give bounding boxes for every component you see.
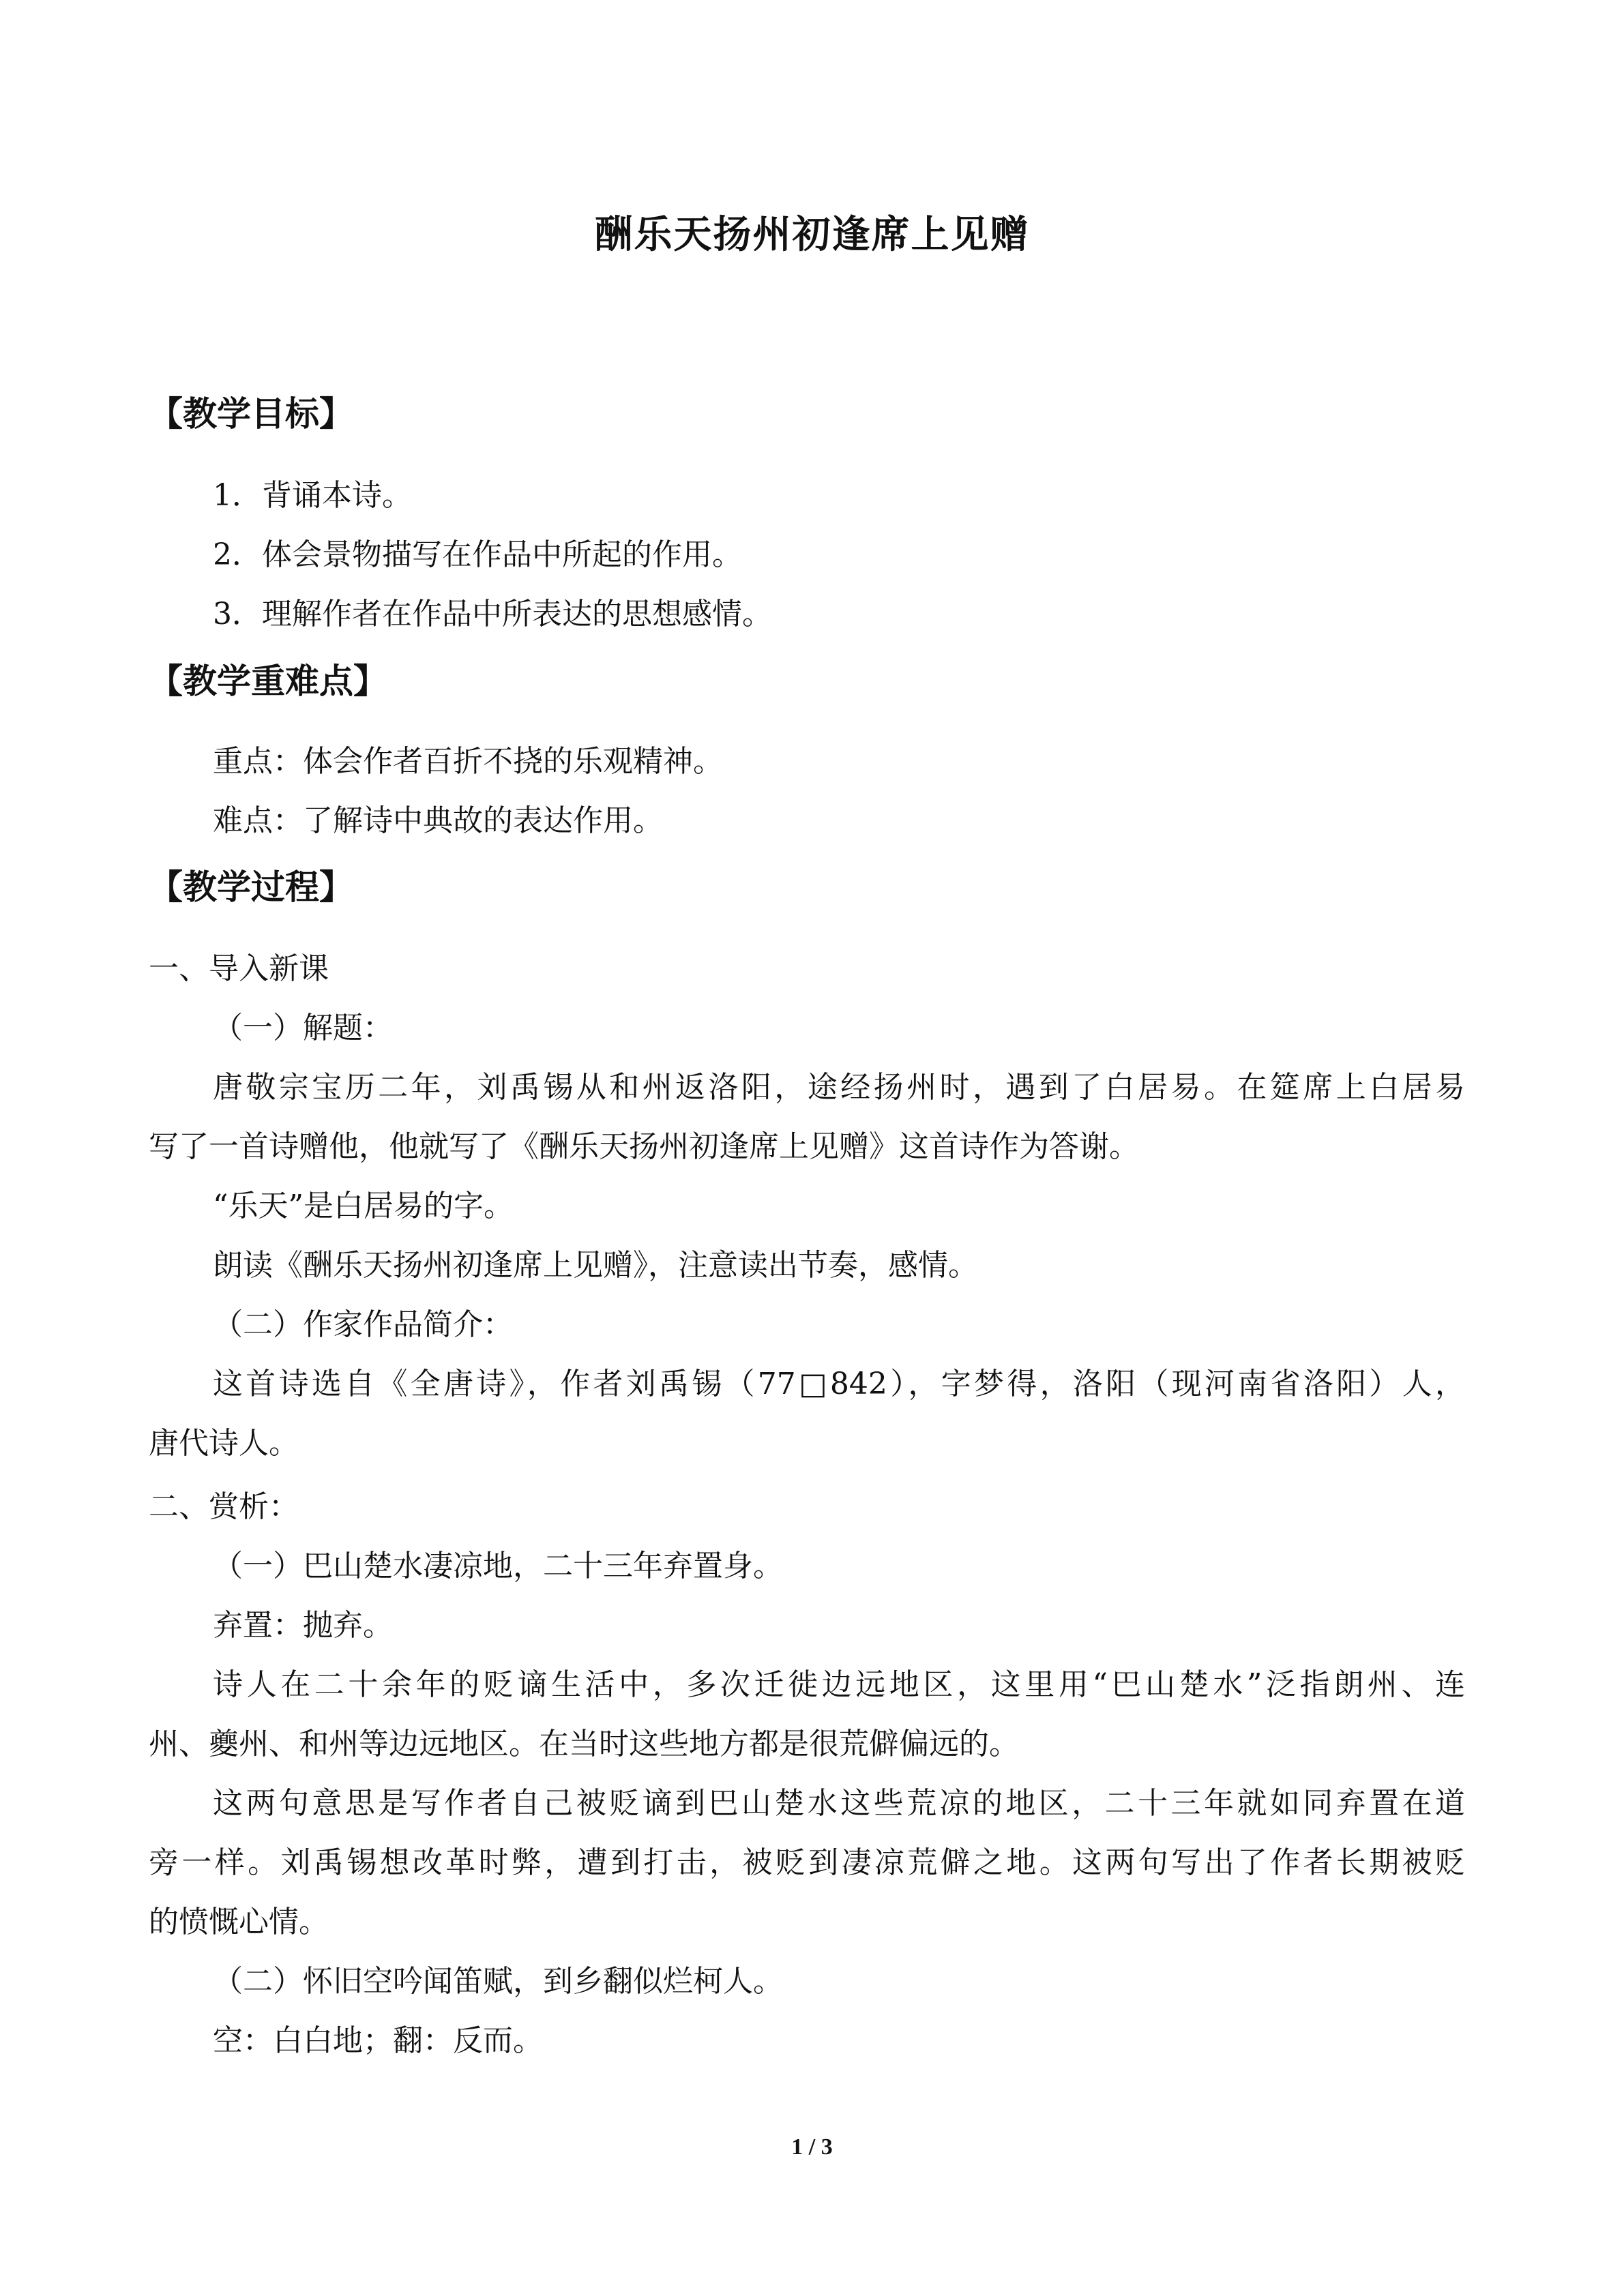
difficult-point-text: 难点：了解诗中典故的表达作用。 xyxy=(213,803,663,838)
objective-item: 3．理解作者在作品中所表达的思想感情。 xyxy=(213,597,772,631)
objectives-heading: 【教学目标】 xyxy=(149,394,353,434)
paragraph-line: 的愤慨心情。 xyxy=(149,1905,329,1939)
paragraph-line: 诗人在二十余年的贬谪生活中，多次迁徙边远地区，这里用“巴山楚水”泛指朗州、连 xyxy=(213,1667,1465,1702)
part2-title: 二、赏析： xyxy=(149,1489,299,1524)
page-number: 1 / 3 xyxy=(791,2134,833,2160)
process-heading: 【教学过程】 xyxy=(149,867,353,907)
paragraph-line: 唐敬宗宝历二年，刘禹锡从和州返洛阳，途经扬州时，遇到了白居易。在筵席上白居易 xyxy=(213,1070,1465,1105)
subsection-title: （二）作家作品简介： xyxy=(213,1307,513,1342)
paragraph-line: 州、夔州、和州等边远地区。在当时这些地方都是很荒僻偏远的。 xyxy=(149,1727,1019,1761)
gloss-line: 空：白白地；翻：反而。 xyxy=(213,2023,543,2058)
page-title: 酬乐天扬州初逢席上见赠 xyxy=(594,213,1030,257)
paragraph-line: 写了一首诗赠他，他就写了《酬乐天扬州初逢席上见赠》这首诗作为答谢。 xyxy=(149,1129,1139,1164)
paragraph-line: 这首诗选自《全唐诗》，作者刘禹锡（77□842），字梦得，洛阳（现河南省洛阳）人， xyxy=(213,1367,1465,1401)
key-points-heading: 【教学重难点】 xyxy=(149,661,387,701)
subsection-title: （一）解题： xyxy=(213,1011,393,1045)
gloss-line: 弃置：抛弃。 xyxy=(213,1608,393,1643)
paragraph-line: 朗读《酬乐天扬州初逢席上见赠》，注意读出节奏，感情。 xyxy=(213,1248,978,1283)
verse-line: （一）巴山楚水凄凉地，二十三年弃置身。 xyxy=(213,1549,783,1583)
key-point-text: 重点：体会作者百折不挠的乐观精神。 xyxy=(213,744,723,779)
objective-item: 1．背诵本诗。 xyxy=(213,478,412,513)
paragraph-line: “乐天”是白居易的字。 xyxy=(213,1189,514,1223)
paragraph-line: 唐代诗人。 xyxy=(149,1426,299,1461)
objective-item: 2．体会景物描写在作品中所起的作用。 xyxy=(213,537,742,572)
part1-title: 一、导入新课 xyxy=(149,951,329,986)
paragraph-line: 旁一样。刘禹锡想改革时弊，遭到打击，被贬到凄凉荒僻之地。这两句写出了作者长期被贬 xyxy=(149,1845,1465,1880)
paragraph-line: 这两句意思是写作者自己被贬谪到巴山楚水这些荒凉的地区，二十三年就如同弃置在道 xyxy=(213,1786,1465,1821)
verse-line: （二）怀旧空吟闻笛赋，到乡翻似烂柯人。 xyxy=(213,1964,783,1999)
